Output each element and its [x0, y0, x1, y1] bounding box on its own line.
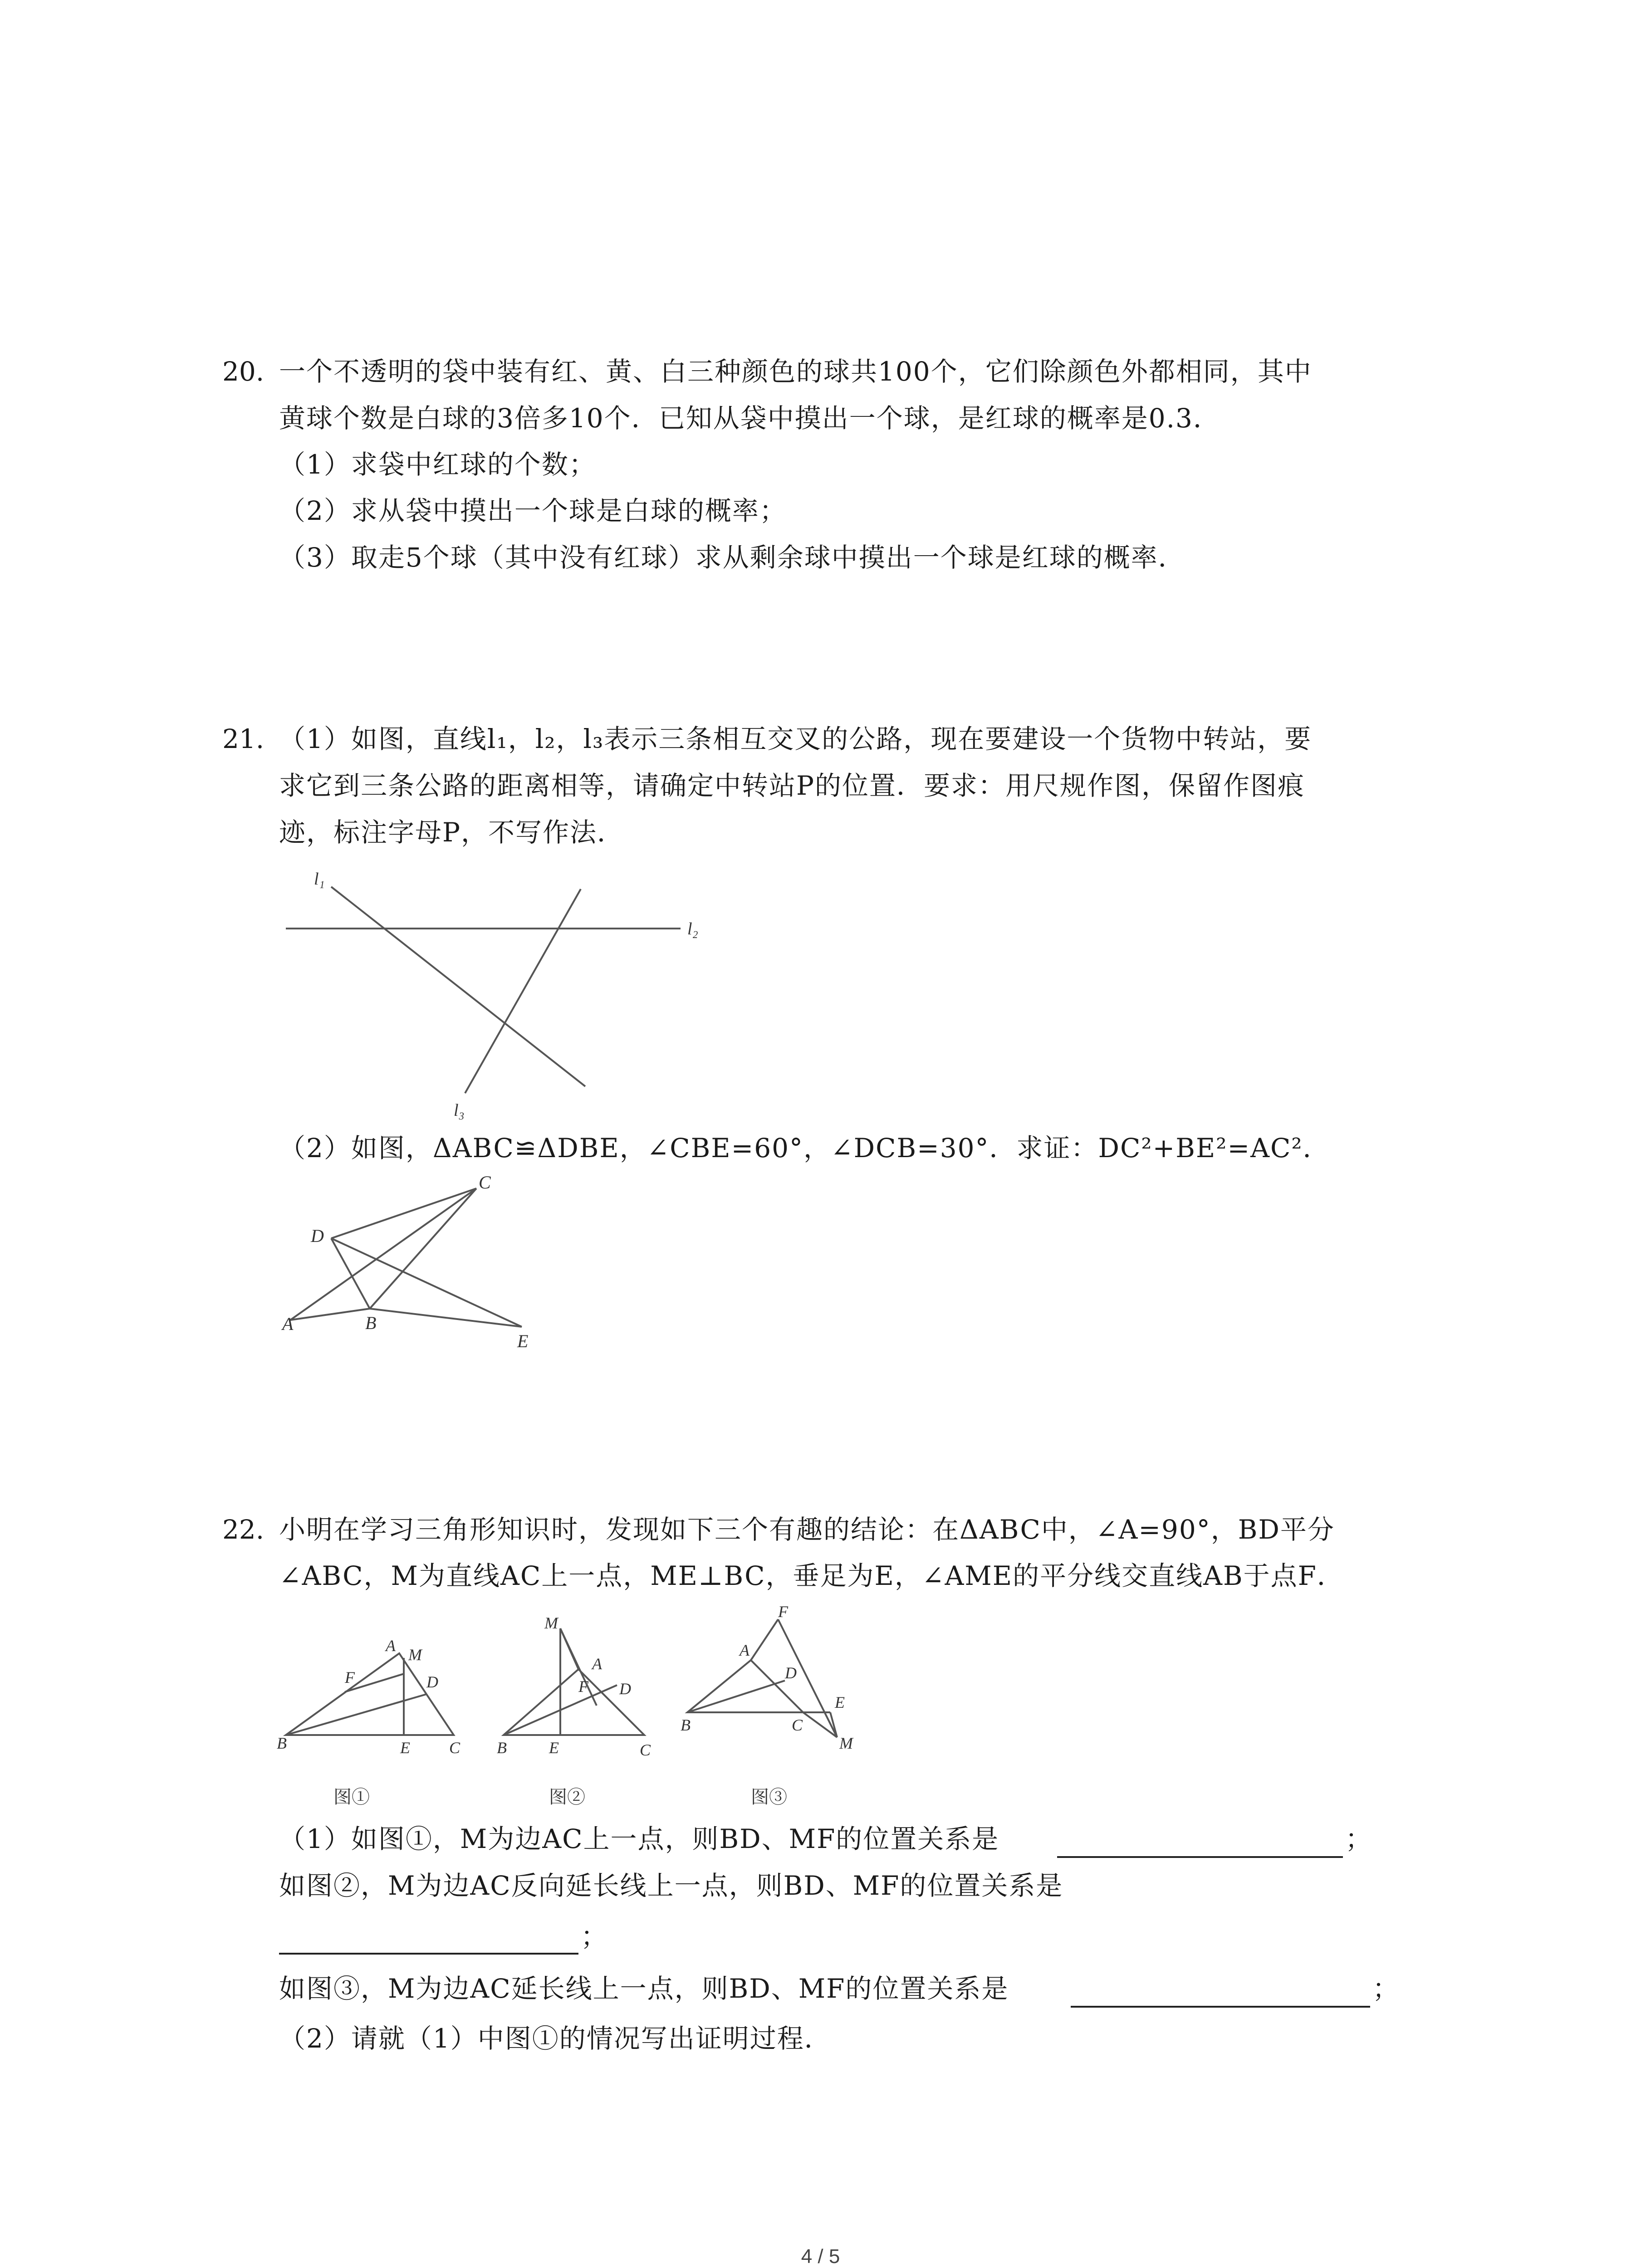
question-22-number: 22. [222, 1514, 265, 1545]
question-22-stem-line1: 小明在学习三角形知识时，发现如下三个有趣的结论：在ΔABC中，∠A=90°，BD平分 [279, 1514, 1335, 1545]
fig2-label-B: B [497, 1739, 507, 1757]
figure-2 [495, 1610, 699, 1766]
question-20-part3: （3）取走5个球（其中没有红球）求从剩余球中摸出一个球是红球的概率． [279, 542, 1185, 573]
answer-blank-figure-2[interactable] [279, 1953, 578, 1955]
fig2-label-F: F [578, 1677, 588, 1696]
question-22-part1-b-end: ； [581, 1921, 608, 1952]
label-l3: l₃ [454, 1101, 465, 1120]
answer-blank-figure-3[interactable] [1071, 2006, 1370, 2008]
figure-3-caption: 图③ [751, 1787, 787, 1808]
fig3-label-C: C [792, 1716, 803, 1734]
question-20-part1: （1）求袋中红球的个数； [279, 449, 596, 480]
label-C: C [479, 1172, 491, 1193]
fig3-label-B: B [681, 1716, 691, 1734]
label-A: A [282, 1314, 294, 1334]
question-22-part1-a-end: ； [1345, 1823, 1373, 1854]
question-21-part1-line3: 迹，标注字母P，不写作法． [279, 817, 625, 848]
line-l1 [331, 887, 585, 1086]
question-20-stem-line2: 黄球个数是白球的3倍多10个．已知从袋中摸出一个球，是红球的概率是0.3． [279, 403, 1220, 434]
question-20-stem-line1: 一个不透明的袋中装有红、黄、白三种颜色的球共100个，它们除颜色外都相同，其中 [279, 356, 1312, 387]
question-22-part1-c-end: ； [1372, 1973, 1400, 2004]
question-20-part2: （2）求从袋中摸出一个球是白球的概率； [279, 495, 787, 526]
fig3-label-F: F [778, 1603, 788, 1621]
label-l1: l₁ [314, 870, 325, 889]
figure-congruent-triangles [272, 1170, 590, 1363]
label-l2: l₂ [687, 919, 698, 938]
question-22-stem-line2: ∠ABC，M为直线AC上一点，ME⊥BC，垂足为E，∠AME的平分线交直线AB于点F． [279, 1560, 1344, 1591]
figure-1 [277, 1628, 481, 1766]
figure-1-caption: 图① [333, 1787, 370, 1808]
question-22-part1-b: 如图②，M为边AC反向延长线上一点，则BD、MF的位置关系是 [279, 1870, 1063, 1901]
label-B: B [365, 1313, 377, 1333]
fig1-label-E: E [400, 1739, 410, 1757]
label-E: E [517, 1331, 529, 1351]
fig1-label-D: D [426, 1673, 438, 1691]
fig1-label-M: M [408, 1646, 422, 1664]
fig2-label-E: E [549, 1739, 559, 1757]
fig2-label-C: C [640, 1741, 651, 1759]
fig3-label-M: M [839, 1734, 853, 1752]
question-20-number: 20. [222, 356, 265, 387]
figure-three-roads [272, 862, 726, 1118]
question-21-part2: （2）如图，ΔABC≌ΔDBE，∠CBE=60°，∠DCB=30°．求证：DC²+BE²=AC²． [279, 1133, 1330, 1163]
question-21-number: 21. [222, 723, 265, 754]
fig2-label-A: A [592, 1655, 602, 1673]
answer-blank-figure-1[interactable] [1057, 1856, 1343, 1858]
line-l3 [465, 889, 581, 1093]
figure-2-caption: 图② [549, 1787, 585, 1808]
question-22-part1-a: （1）如图①，M为边AC上一点，则BD、MF的位置关系是 [279, 1823, 999, 1854]
question-22-part1-c: 如图③，M为边AC延长线上一点，则BD、MF的位置关系是 [279, 1973, 1009, 2004]
fig3-label-A: A [740, 1641, 749, 1659]
fig1-label-B: B [277, 1734, 287, 1752]
question-22-part2: （2）请就（1）中图①的情况写出证明过程． [279, 2023, 832, 2054]
fig1-label-C: C [449, 1739, 460, 1757]
fig1-label-A: A [386, 1637, 396, 1655]
label-D: D [311, 1226, 324, 1246]
fig2-label-D: D [619, 1680, 631, 1698]
question-21-part1-line2: 求它到三条公路的距离相等，请确定中转站P的位置．要求：用尺规作图，保留作图痕 [279, 770, 1305, 801]
page-number: 4 / 5 [801, 2245, 840, 2268]
question-21-part1-line1: （1）如图，直线l₁，l₂，l₃表示三条相互交叉的公路，现在要建设一个货物中转站，要 [279, 723, 1312, 754]
fig3-label-E: E [835, 1693, 845, 1711]
fig3-label-D: D [785, 1664, 797, 1682]
fig1-label-F: F [345, 1668, 355, 1686]
figure-3 [676, 1597, 903, 1762]
fig2-label-M: M [544, 1614, 558, 1632]
